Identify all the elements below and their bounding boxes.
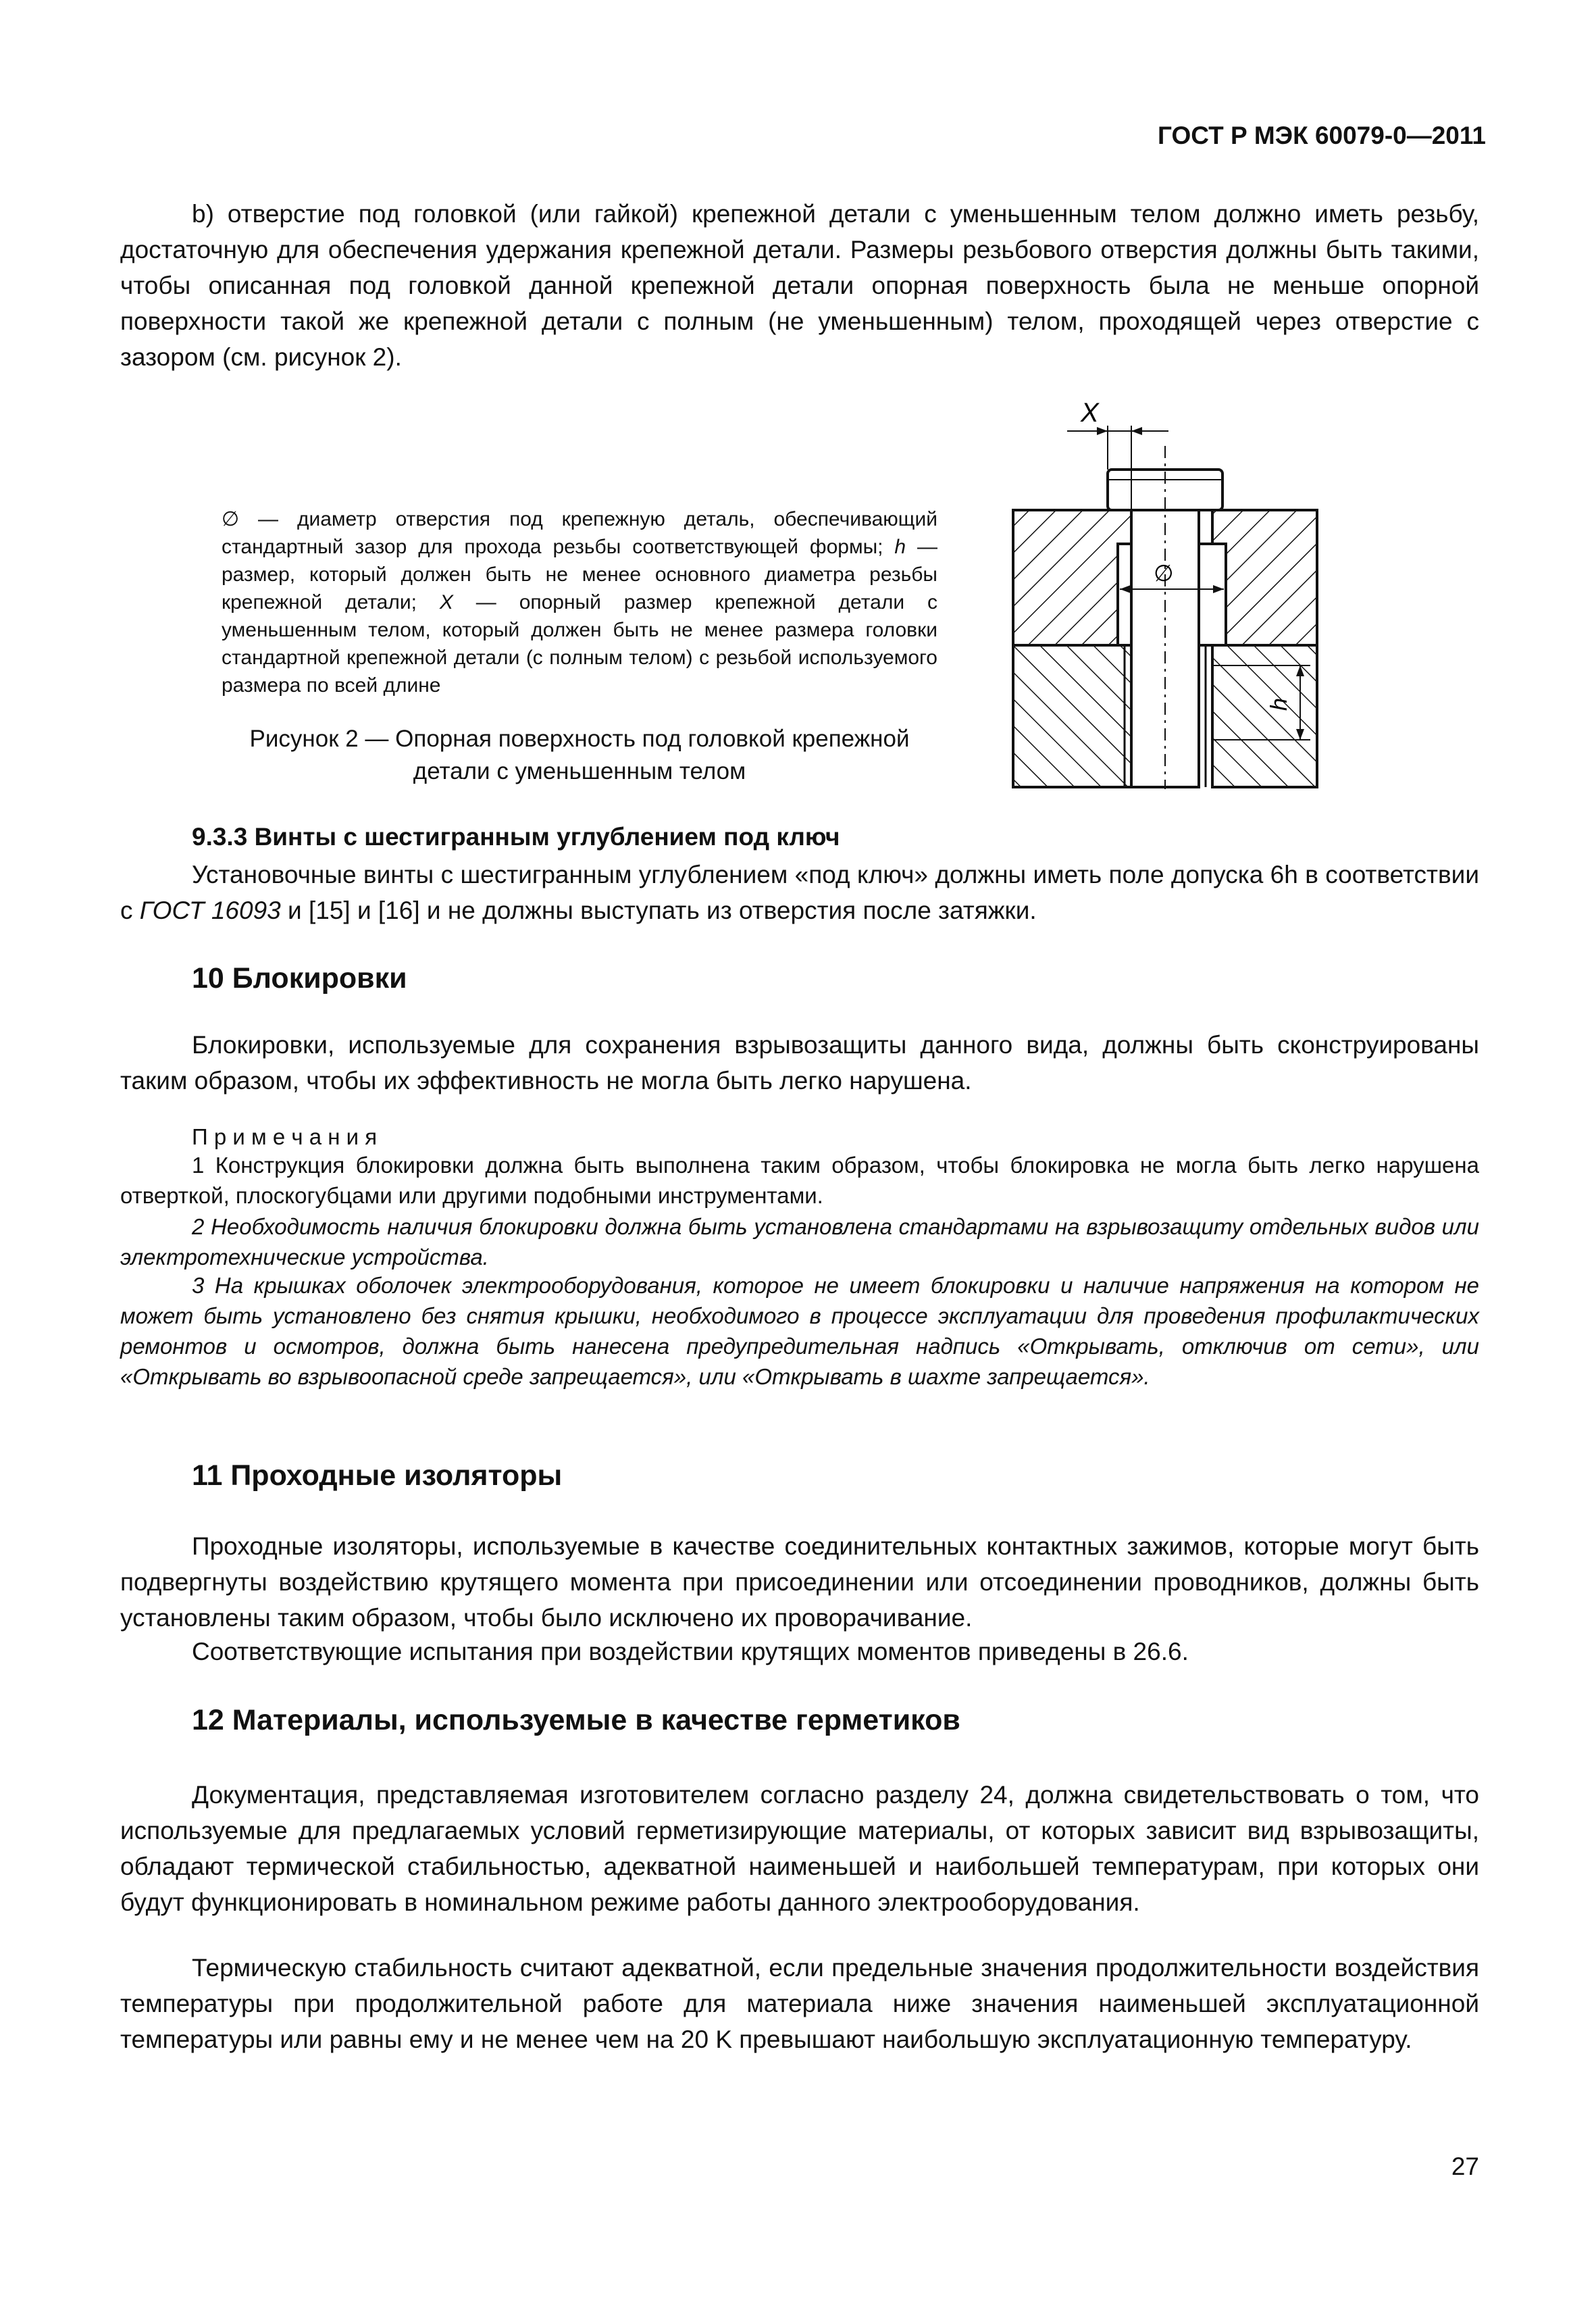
gost-reference: ГОСТ 16093 bbox=[139, 897, 281, 924]
section-9-3-3-title: 9.3.3 Винты с шестигранным углублением под ключ bbox=[192, 823, 840, 851]
section-12-title: 12 Материалы, используемые в качестве герметиков bbox=[192, 1704, 960, 1736]
legend-text-1: — диаметр отверстия под крепежную деталь, обеспечивающий стандартный зазор для прохода резьбы соответствующей формы; bbox=[222, 508, 937, 558]
note-3: 3 На крышках оболочек электрооборудования, которое не имеет блокировки и наличие напряжения на котором не может быть установлено без снятия крышки, необходимого в процессе эксплуатации для проведения профилактических ремонтов и осмотров, должна быть нанесена предупредительная надпись «Открывать, отключив от сети», или «Открывать во взрывоопасной среде запрещается», или «Открывать в шахте запрещается». bbox=[120, 1273, 1479, 1389]
diameter-label: ∅ bbox=[1154, 561, 1174, 586]
note-2: 2 Необходимость наличия блокировки должна быть установлена стандартами на взрывозащиту отдельных видов или электротехнические устройства. bbox=[120, 1214, 1479, 1269]
section-11-paragraph-2: Соответствующие испытания при воздействии крутящих моментов приведены в 26.6. bbox=[192, 1638, 1189, 1665]
intro-paragraph: b) отверстие под головкой (или гайкой) крепежной детали с уменьшенным телом должно иметь резьбу, достаточную для обеспечения удержания крепежной детали. Размеры резьбового отверстия должны быть такими, чтобы описанная под головкой данной крепежной детали опорная поверхность была не меньше опорной поверхности такой же крепежной детали с полным (не уменьшенным) телом, проходящей через отверстие с зазором (см. рисунок 2). bbox=[120, 200, 1479, 371]
legend-x-symbol: X bbox=[439, 591, 453, 613]
section-11-paragraph-1: Проходные изоляторы, используемые в качестве соединительных контактных зажимов, которые могут быть подвергнуты воздействию крутящего момента при присоединении или отсоединении проводников, должны быть установлены таким образом, чтобы было исключено их проворачивание. bbox=[120, 1532, 1479, 1632]
fastener-drawing bbox=[1006, 399, 1324, 790]
section-12-paragraph-1: Документация, представляемая изготовителем согласно разделу 24, должна свидетельствовать о том, что используемые для предлагаемых условий герметизирующие материалы, от которых зависит вид взрывозащиты, обладают термической стабильностью, адекватной наименьшей и наибольшей температурам, при которых они будут функционировать в номинальном режиме работы данного электрооборудования. bbox=[120, 1781, 1479, 1916]
notes-heading: П р и м е ч а н и я bbox=[192, 1124, 378, 1149]
section-10-title: 10 Блокировки bbox=[192, 962, 407, 995]
figure-legend bbox=[222, 505, 937, 699]
section-12-paragraph-2: Термическую стабильность считают адекватной, если предельные значения продолжительности воздействия температуры при продолжительной работе для материала ниже значения наименьшей эксплуатационной температуры или равны ему и не менее чем на 20 K превышают наибольшую эксплуатационную температуру. bbox=[120, 1954, 1479, 2053]
document-header: ГОСТ Р МЭК 60079-0—2011 bbox=[1158, 122, 1486, 149]
legend-h-symbol: h bbox=[894, 536, 906, 558]
section-9-3-3-text bbox=[120, 857, 1479, 928]
section-10-paragraph: Блокировки, используемые для сохранения взрывозащиты данного вида, должны быть сконструированы таким образом, чтобы их эффективность не могла быть легко нарушена. bbox=[120, 1031, 1479, 1095]
x-label: X bbox=[1081, 399, 1099, 428]
legend-diameter-symbol: ∅ bbox=[222, 508, 240, 530]
section-9-3-3-text-after: и [15] и [16] и не должны выступать из отверстия после затяжки. bbox=[280, 897, 1037, 924]
legend-text-2: — размер, который должен быть не менее основного диаметра резьбы крепежной детали; bbox=[222, 536, 937, 613]
note-1: 1 Конструкция блокировки должна быть выполнена таким образом, чтобы блокировка не могла быть легко нарушена отверткой, плоскогубцами или другими подобными инструментами. bbox=[120, 1153, 1479, 1208]
h-label: h bbox=[1266, 698, 1292, 711]
section-9-3-3-text-before: Установочные винты с шестигранным углублением «под ключ» должны иметь поле допуска 6h в соответствии с bbox=[120, 861, 1479, 924]
page-number: 27 bbox=[1451, 2153, 1479, 2180]
legend-text-3: — опорный размер крепежной детали с уменьшенным телом, который должен быть не менее размера головки стандартной крепежной детали (с полным телом) с резьбой используемого размера по всей длине bbox=[222, 591, 937, 697]
section-11-title: 11 Проходные изоляторы bbox=[192, 1459, 563, 1492]
figure-caption: Рисунок 2 — Опорная поверхность под головкой крепежной детали с уменьшенным телом bbox=[249, 726, 910, 784]
